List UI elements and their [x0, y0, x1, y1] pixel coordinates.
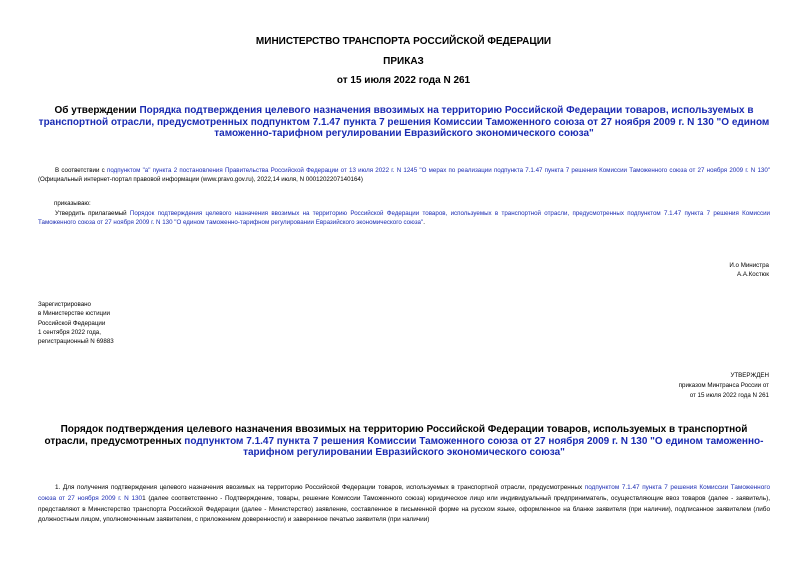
point-1-text-2: 1 (далее соответственно - Подтверждение, товары, решение Комиссии Таможенного союза) юридическое лицо или индивидуальный предприниматель, осуществляющие ввоз товаров (далее - заявитель), представляют в Министерство транспорта Российской Федерации (далее - Министерство) заявление, составленное в письменной форме на русском языке, оформленное на бланке заявителя (при наличии), подписанное заявителем (либо должностным лицом, уполномоченным заявителем, с приложением доверенности) и заверенное печатью заявителя (при наличии) [38, 494, 770, 524]
order-link[interactable]: Порядок подтверждения целевого назначения ввозимых на территорию Российской Федерации товаров, используемых в транспортной отрасли, предусмотренных подпунктом 7.1.47 пункта 7 решения Комиссии Таможенного союза от 27 ноября 2009 г. N 130 "О едином таможенно-тарифном регулировании Евразийского экономического союза" [38, 210, 770, 226]
preamble-paragraph [38, 166, 770, 184]
approval-line: приказом Минтранса России от [678, 381, 769, 389]
approval-line: от 15 июля 2022 года N 261 [689, 391, 769, 399]
approval-line: УТВЕРЖДЕН [730, 372, 769, 379]
order-text-2: . [423, 219, 425, 226]
procedure-title-text: Порядок подтверждения целевого назначения ввозимых на территорию Российской Федерации товаров, используемых в транспортной отрасли, предусмотренных [44, 424, 748, 447]
prikazyvayu-text: приказываю: [54, 200, 91, 207]
registration-line: Российской Федерации [38, 319, 106, 327]
preamble-link[interactable]: подпунктом "а" пункта 2 постановления Правительства Российской Федерации от 13 июля 2022 г. N 1245 "О мерах по реализации подпункта 7.1.47 пункта 7 решения Комиссии Таможенного союза от 27 ноября 2009 г. N 130" [106, 167, 770, 174]
doc-type-heading: ПРИКАЗ [383, 56, 424, 67]
registration-line: регистрационный N 69883 [38, 338, 114, 346]
preamble-text-1: В соответствии с [55, 167, 107, 174]
order-title-prefix: Об утверждении [54, 105, 140, 116]
registration-line: в Министерстве юстиции [38, 310, 111, 318]
signature-name: А.А.Костюк [736, 271, 769, 278]
ministry-heading: МИНИСТЕРСТВО ТРАНСПОРТА РОССИЙСКОЙ ФЕДЕРАЦИИ [255, 36, 552, 47]
order-text-1: Утвердить прилагаемый [55, 210, 130, 217]
order-title [38, 105, 770, 140]
order-title-link[interactable]: Порядка подтверждения целевого назначения ввозимых на территорию Российской Федерации товаров, используемых в транспортной отрасли, предусмотренных подпунктом 7.1.47 пункта 7 решения Комиссии Таможенного союза от 27 ноября 2009 г. N 130 "О едином таможенно-тарифном регулировании Евразийского экономического союза" [38, 105, 770, 139]
signature-position: И.о Министра [729, 262, 769, 269]
registration-block [38, 300, 114, 346]
signature-block [729, 261, 769, 279]
point-1-paragraph [38, 483, 770, 526]
point-1-text-1: 1. Для получения подтверждения целевого назначения ввозимых на территорию Российской Федерации товаров, используемых в транспортной отрасли, предусмотренных [55, 484, 585, 491]
preamble-text-2: (Официальный интернет-портал правовой информации (www.pravo.gov.ru), 2022,14 июля, N 0001202207140164) [38, 176, 363, 183]
doc-date-number: от 15 июля 2022 года N 261 [336, 75, 471, 86]
procedure-title-link[interactable]: подпунктом 7.1.47 пункта 7 решения Комиссии Таможенного союза от 27 ноября 2009 г. N 130 "О едином таможенно-тарифном регулировании Евразийского экономического союза" [184, 435, 764, 458]
procedure-title [38, 424, 770, 459]
order-paragraph [38, 209, 770, 227]
registration-line: Зарегистрировано [38, 301, 91, 308]
registration-line: 1 сентября 2022 года, [38, 328, 101, 336]
point-1-link[interactable]: подпунктом 7.1.47 пункта 7 решения Комиссии Таможенного союза от 27 ноября 2009 г. N 130 [38, 484, 770, 502]
approval-block [679, 371, 769, 400]
